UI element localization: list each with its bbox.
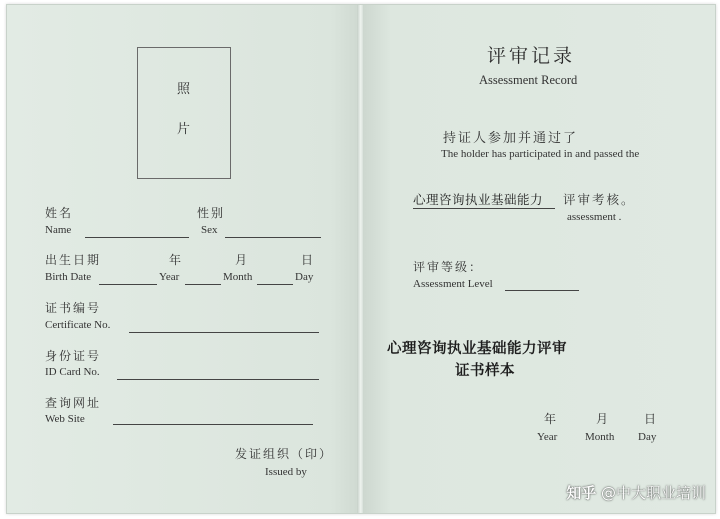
date-month-en: Month [585, 431, 615, 443]
left-page [7, 5, 359, 513]
right-page [363, 5, 715, 513]
birth-year-field[interactable] [99, 284, 157, 285]
birth-month-en: Month [223, 271, 253, 283]
date-day-cn: 日 [644, 412, 659, 426]
name-label-cn: 姓名 [45, 206, 74, 220]
birth-date-label-cn: 出生日期 [45, 253, 102, 267]
birth-day-field[interactable] [257, 284, 293, 285]
course-underline [413, 208, 555, 209]
birth-date-label-en: Birth Date [45, 271, 92, 283]
id-card-label-cn: 身份证号 [45, 349, 102, 363]
sample-title-line1: 心理咨询执业基础能力评审 [387, 340, 567, 357]
holder-text-en: The holder has participated in and passed the [441, 148, 640, 160]
date-year-cn: 年 [544, 412, 559, 426]
level-label-cn: 评审等级： [413, 260, 484, 274]
sex-field[interactable] [225, 237, 321, 238]
birth-day-cn: 日 [301, 253, 316, 267]
holder-text-cn: 持证人参加并通过了 [443, 131, 579, 146]
zhihu-logo: 知乎 [566, 484, 597, 502]
level-label-en: Assessment Level [413, 278, 493, 290]
name-field[interactable] [85, 237, 189, 238]
name-label-en: Name [45, 224, 72, 236]
course-name: 心理咨询执业基础能力 [413, 192, 544, 207]
id-card-label-en: ID Card No. [45, 366, 100, 378]
date-year-en: Year [537, 431, 558, 443]
birth-year-en: Year [159, 271, 180, 283]
issuer-label-en: Issued by [265, 466, 307, 478]
web-site-field[interactable] [113, 424, 313, 425]
web-site-label-cn: 查询网址 [45, 396, 102, 410]
sample-title-line2: 证书样本 [455, 362, 515, 379]
photo-placeholder [137, 47, 231, 179]
certificate-no-label-cn: 证书编号 [45, 301, 102, 315]
birth-day-en: Day [295, 271, 314, 283]
birth-month-field[interactable] [185, 284, 221, 285]
certificate-no-field[interactable] [129, 332, 319, 333]
sex-label-en: Sex [201, 224, 218, 236]
sex-label-cn: 性别 [197, 206, 226, 220]
record-title-en: Assessment Record [479, 73, 578, 87]
birth-month-cn: 月 [235, 253, 250, 267]
web-site-label-en: Web Site [45, 413, 85, 425]
date-day-en: Day [638, 431, 657, 443]
certificate-booklet [6, 4, 716, 514]
assessment-text-en: assessment . [567, 211, 622, 223]
photo-label-1: 照 [176, 82, 191, 97]
photo-label-2: 片 [176, 122, 191, 137]
issuer-label-cn: 发证组织（印） [235, 447, 334, 461]
assessment-text-cn: 评审考核。 [563, 192, 636, 207]
id-card-field[interactable] [117, 379, 319, 380]
record-title-cn: 评审记录 [487, 45, 576, 67]
birth-year-cn: 年 [169, 253, 184, 267]
zhihu-watermark [566, 482, 706, 503]
certificate-no-label-en: Certificate No. [45, 319, 111, 331]
level-field[interactable] [505, 290, 579, 291]
watermark-author: @中大职业培训 [600, 484, 706, 502]
date-month-cn: 月 [596, 412, 611, 426]
